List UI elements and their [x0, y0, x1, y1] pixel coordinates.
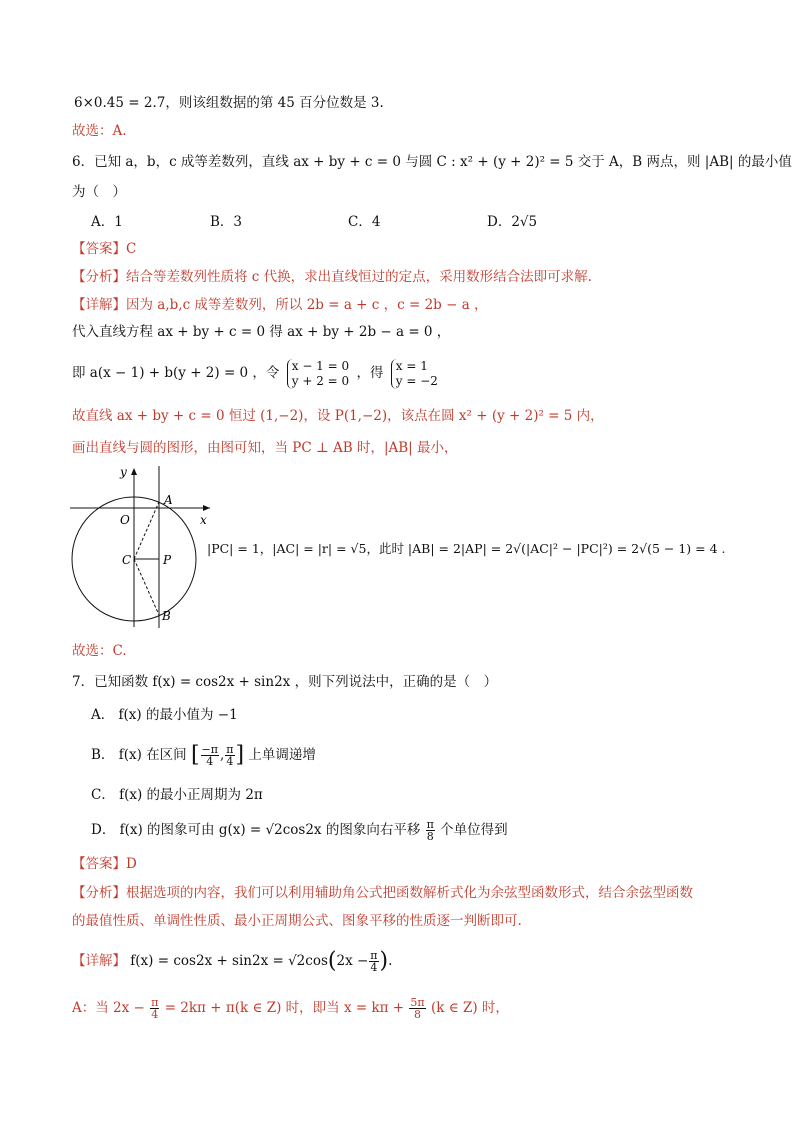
q7-option-d-text-2: 个单位得到 [440, 822, 508, 838]
frac-den: 8 [426, 830, 434, 843]
label-b: B [162, 609, 171, 623]
detail-7-inner: 2x − [336, 953, 369, 969]
fraction-pi-4 [225, 744, 234, 767]
text-line-percentile: 6×0.45 = 2.7，则该组数据的第 45 百分位数是 3. [74, 95, 384, 111]
fraction-5pi-8 [409, 997, 425, 1020]
equation-system-2 [391, 359, 438, 389]
detail-7-end: . [388, 953, 393, 969]
analysis-7 [72, 884, 693, 902]
label-c: C [122, 553, 132, 567]
detail-text: 因为 a,b,c 成等差数列，所以 2b = a + c ，c = 2b − a ， [126, 297, 488, 313]
selection-line-6: 故选：C. [72, 643, 127, 659]
detail-7-tag: 【详解】 [72, 953, 126, 969]
frac-den: 4 [151, 1008, 159, 1021]
detail-7-case-a [72, 993, 509, 1023]
detail-7-formula: f(x) = cos2x + sin2x = √2cos [126, 953, 328, 969]
segment-ca [134, 502, 159, 559]
analysis-7-tag: 【分析】 [72, 885, 126, 901]
interval-bracket-right: ] [235, 742, 245, 768]
label-y: y [120, 465, 127, 479]
frac-den: 4 [226, 755, 234, 768]
answer-6: 【答案】C [72, 241, 137, 257]
question-7-text: 7．已知函数 f(x) = cos2x + sin2x ，则下列说法中，正确的是（ ） [72, 674, 498, 690]
question-6-text: 6．已知 a，b，c 成等差数列，直线 ax + by + c = 0 与圆 C : x² + (y + 2)² = 5 交于 A，B 两点，则 |AB| 的最小值 [72, 154, 792, 170]
q7-option-d [91, 816, 508, 844]
answer-7: 【答案】D [72, 856, 137, 872]
analysis-tag: 【分析】 [72, 269, 126, 285]
paren-left: ( [327, 948, 337, 974]
selection-line-5: 故选：A. [72, 123, 127, 139]
detail-6 [72, 296, 488, 314]
case-a-text-2: = 2kπ + π(k ∈ Z) 时，即当 x = kπ + [164, 1000, 405, 1016]
segment-cb [134, 559, 159, 615]
q7-option-d-text: D． f(x) 的图象可由 g(x) = √2cos2x 的图象向右平移 [91, 822, 421, 838]
interval-comma: , [220, 747, 225, 763]
label-a: A [164, 493, 173, 507]
detail-6-line-4: 画出直线与圆的图形，由图可知，当 PC ⊥ AB 时，|AB| 最小， [72, 440, 458, 456]
frac-num: π [426, 818, 434, 831]
system-1-row-1: x − 1 = 0 [291, 358, 350, 373]
fraction-pi-4-case [150, 997, 159, 1020]
x-axis-arrow [203, 505, 210, 511]
frac-num: −π [201, 743, 218, 756]
label-x: x [200, 513, 207, 527]
y-axis-arrow [131, 468, 137, 475]
q7-option-b-text-2: 上单调递增 [248, 747, 316, 763]
detail-6-line-1: 代入直线方程 ax + by + c = 0 得 ax + by + 2b − a = 0 ， [72, 324, 451, 340]
label-o: O [120, 513, 130, 527]
paren-right: ) [379, 948, 389, 974]
case-a-text-1: A：当 2x − [72, 1000, 145, 1016]
q7-option-b-text: B． f(x) 在区间 [91, 747, 187, 763]
interval-bracket-left: [ [190, 742, 200, 768]
circle-line-figure [60, 462, 220, 632]
q6-option-b: B．3 [210, 214, 243, 230]
question-6-text-cont: 为（ ） [72, 184, 126, 200]
system-2-row-2: y = −2 [395, 373, 438, 388]
analysis-6 [72, 268, 592, 286]
detail-tag: 【详解】 [72, 297, 126, 313]
frac-num: π [151, 996, 159, 1009]
q7-option-c: C． f(x) 的最小正周期为 2π [91, 787, 263, 803]
analysis-text: 结合等差数列性质将 c 代换，求出直线恒过的定点，采用数形结合法即可求解. [126, 269, 592, 285]
fraction-neg-pi-4 [201, 744, 219, 767]
q6-option-d: D．2√5 [487, 214, 538, 230]
fraction-pi-8 [426, 819, 435, 842]
frac-num: π [226, 743, 234, 756]
q7-option-b [91, 740, 316, 771]
label-p: P [163, 553, 172, 567]
frac-den: 8 [414, 1008, 422, 1021]
detail-6-line-2 [72, 356, 441, 390]
q6-option-a: A．1 [91, 214, 123, 230]
fraction-pi-4-det [369, 950, 378, 973]
frac-num: π [370, 949, 378, 962]
system-2-row-1: x = 1 [395, 358, 428, 373]
q7-option-a: A． f(x) 的最小值为 −1 [91, 707, 238, 723]
frac-den: 4 [370, 961, 378, 974]
equation-system-1 [287, 359, 349, 389]
frac-den: 4 [206, 755, 214, 768]
case-a-text-3: (k ∈ Z) 时， [430, 1000, 509, 1016]
analysis-7-text: 根据选项的内容，我们可以利用辅助角公式把函数解析式化为余弦型函数形式，结合余弦型函数 [126, 885, 693, 901]
detail-7 [72, 944, 392, 979]
frac-num: 5π [410, 996, 425, 1009]
detail-6-line-2-b: ，得 [356, 365, 384, 381]
detail-6-line-2-a: 即 a(x − 1) + b(y + 2) = 0 ，令 [72, 365, 280, 381]
analysis-7-cont: 的最值性质、单调性性质、最小正周期公式、图象平移的性质逐一判断即可. [72, 913, 522, 929]
q6-option-c: C．4 [348, 214, 381, 230]
detail-6-line-5: |PC| = 1，|AC| = |r| = √5，此时 |AB| = 2|AP| = 2√(|AC|² − |PC|²) = 2√(5 − 1) = 4 . [207, 541, 726, 556]
detail-6-line-3: 故直线 ax + by + c = 0 恒过 (1,−2)，设 P(1,−2)，该点在圆 x² + (y + 2)² = 5 内， [72, 408, 604, 424]
system-1-row-2: y + 2 = 0 [291, 373, 350, 388]
